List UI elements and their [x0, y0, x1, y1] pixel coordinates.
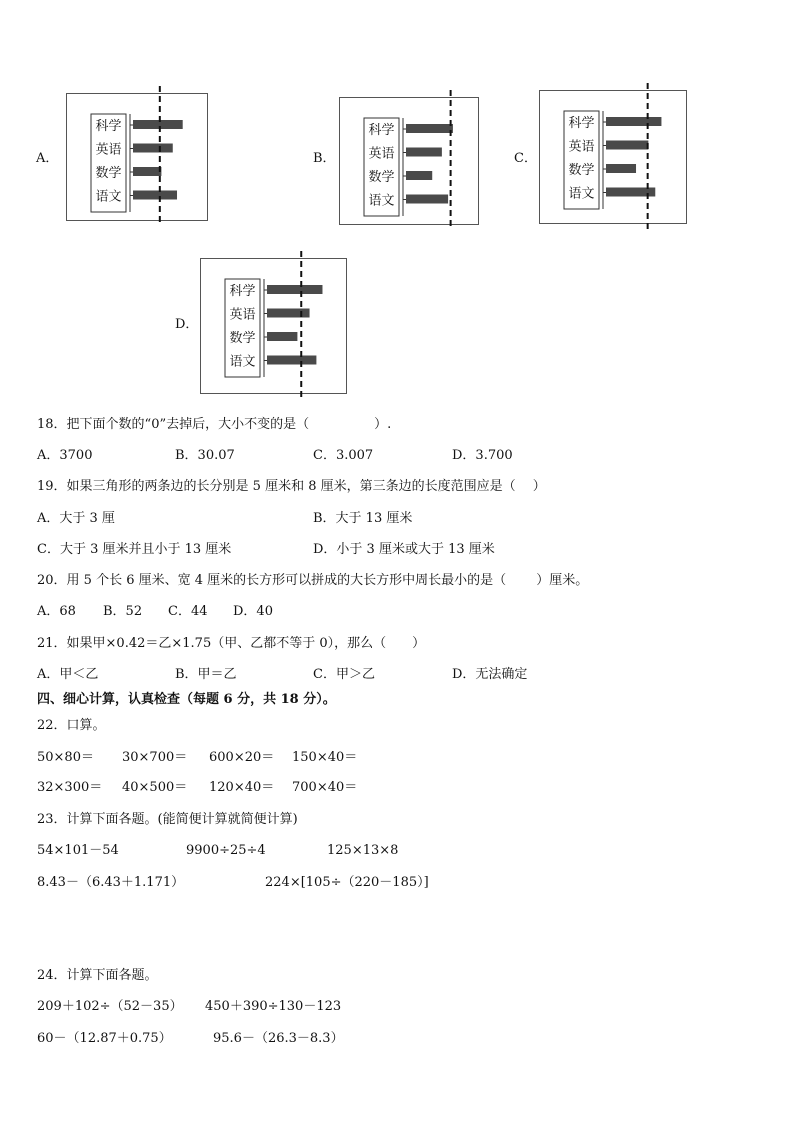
bar: [267, 309, 310, 318]
q24-item: 60－（12.87＋0.75）: [37, 1031, 172, 1046]
q23-item: 125×13×8: [327, 843, 399, 858]
q19-stem: 19．如果三角形的两条边的长分别是 5 厘米和 8 厘米，第三条边的长度范围应是（ ）: [37, 479, 546, 494]
chart-option-b: [339, 97, 479, 225]
q21-option-a: A．甲＜乙: [37, 667, 99, 682]
bar: [406, 124, 453, 133]
q21-option-d: D．无法确定: [452, 667, 528, 682]
subject-label: 数学: [568, 163, 595, 178]
q22-item: 40×500＝: [122, 780, 188, 795]
subject-label: 科学: [368, 123, 395, 138]
subject-label: 语文: [229, 354, 256, 370]
bar: [406, 171, 432, 180]
q23-item: 8.43－（6.43＋1.171）: [37, 875, 185, 890]
q21-option-b: B．甲＝乙: [175, 667, 237, 682]
q22-stem: 22．口算。: [37, 718, 106, 733]
bar: [267, 285, 322, 294]
q22-item: 50×80＝: [37, 750, 94, 765]
q20-option-b: B．52: [103, 604, 143, 619]
q21-option-c: C．甲＞乙: [313, 667, 375, 682]
subject-label: 数学: [229, 331, 256, 346]
q24-item: 209＋102÷（52－35）: [37, 999, 183, 1014]
q24-stem: 24．计算下面各题。: [37, 968, 158, 983]
q22-item: 150×40＝: [292, 750, 358, 765]
q23-stem: 23．计算下面各题。(能简便计算就简便计算): [37, 812, 298, 827]
q24-item: 450＋390÷130－123: [205, 999, 342, 1014]
q18-option-c: C．3.007: [313, 448, 374, 463]
bar-chart-svg: [201, 259, 346, 393]
q18-option-b: B．30.07: [175, 448, 235, 463]
q24-item: 95.6－（26.3－8.3）: [213, 1031, 344, 1046]
subject-label: 英语: [229, 307, 256, 323]
subject-label: 语文: [568, 186, 595, 202]
subject-label: 语文: [95, 189, 122, 205]
bar: [133, 120, 183, 129]
subject-label: 语文: [368, 193, 395, 209]
q19-option-a: A．大于 3 厘: [37, 511, 115, 526]
bar: [406, 195, 448, 204]
bar-chart-svg: [540, 91, 686, 223]
subject-label: 科学: [229, 284, 256, 299]
subject-label: 科学: [95, 119, 122, 134]
subject-label: 数学: [368, 170, 395, 185]
q18-stem: 18．把下面个数的“0”去掉后，大小不变的是（ ）.: [37, 417, 392, 432]
section-4-heading: 四、细心计算，认真检查（每题 6 分，共 18 分）。: [37, 692, 336, 707]
q20-option-c: C．44: [168, 604, 208, 619]
subject-label: 数学: [95, 166, 122, 181]
chart-option-d: [200, 258, 347, 394]
bar: [406, 148, 442, 157]
bar: [267, 332, 297, 341]
q23-item: 224×[105÷（220－185）]: [265, 875, 429, 890]
bar: [133, 191, 177, 200]
bar-chart-svg: [340, 98, 478, 224]
bar-chart-svg: [67, 94, 207, 220]
bar: [133, 167, 161, 176]
q20-option-d: D．40: [233, 604, 273, 619]
q23-item: 54×101－54: [37, 843, 119, 858]
q20-option-a: A．68: [37, 604, 76, 619]
q18-option-a: A．3700: [37, 448, 93, 463]
q19-option-d: D．小于 3 厘米或大于 13 厘米: [313, 542, 495, 557]
q22-item: 32×300＝: [37, 780, 103, 795]
bar: [606, 117, 661, 126]
q22-item: 600×20＝: [209, 750, 275, 765]
q23-item: 9900÷25÷4: [186, 843, 266, 858]
option-a-letter: A．: [36, 151, 59, 166]
q22-item: 30×700＝: [122, 750, 188, 765]
subject-label: 科学: [568, 116, 595, 131]
q21-stem: 21．如果甲×0.42＝乙×1.75（甲、乙都不等于 0），那么（ ）: [37, 636, 426, 651]
subject-label: 英语: [95, 142, 122, 158]
bar: [267, 356, 316, 365]
q18-option-d: D．3.700: [452, 448, 513, 463]
q20-stem: 20．用 5 个长 6 厘米、宽 4 厘米的长方形可以拼成的大长方形中周长最小的是（ ）厘米。: [37, 573, 589, 588]
q19-option-c: C．大于 3 厘米并且小于 13 厘米: [37, 542, 232, 557]
q22-item: 120×40＝: [209, 780, 275, 795]
q19-option-b: B．大于 13 厘米: [313, 511, 413, 526]
q22-item: 700×40＝: [292, 780, 358, 795]
option-b-letter: B．: [313, 151, 336, 166]
option-d-letter: D．: [175, 317, 199, 332]
subject-label: 英语: [368, 146, 395, 162]
bar: [133, 144, 173, 153]
option-c-letter: C．: [514, 151, 537, 166]
chart-option-a: [66, 93, 208, 221]
chart-option-c: [539, 90, 687, 224]
bar: [606, 164, 636, 173]
bar: [606, 141, 648, 150]
subject-label: 英语: [568, 139, 595, 155]
